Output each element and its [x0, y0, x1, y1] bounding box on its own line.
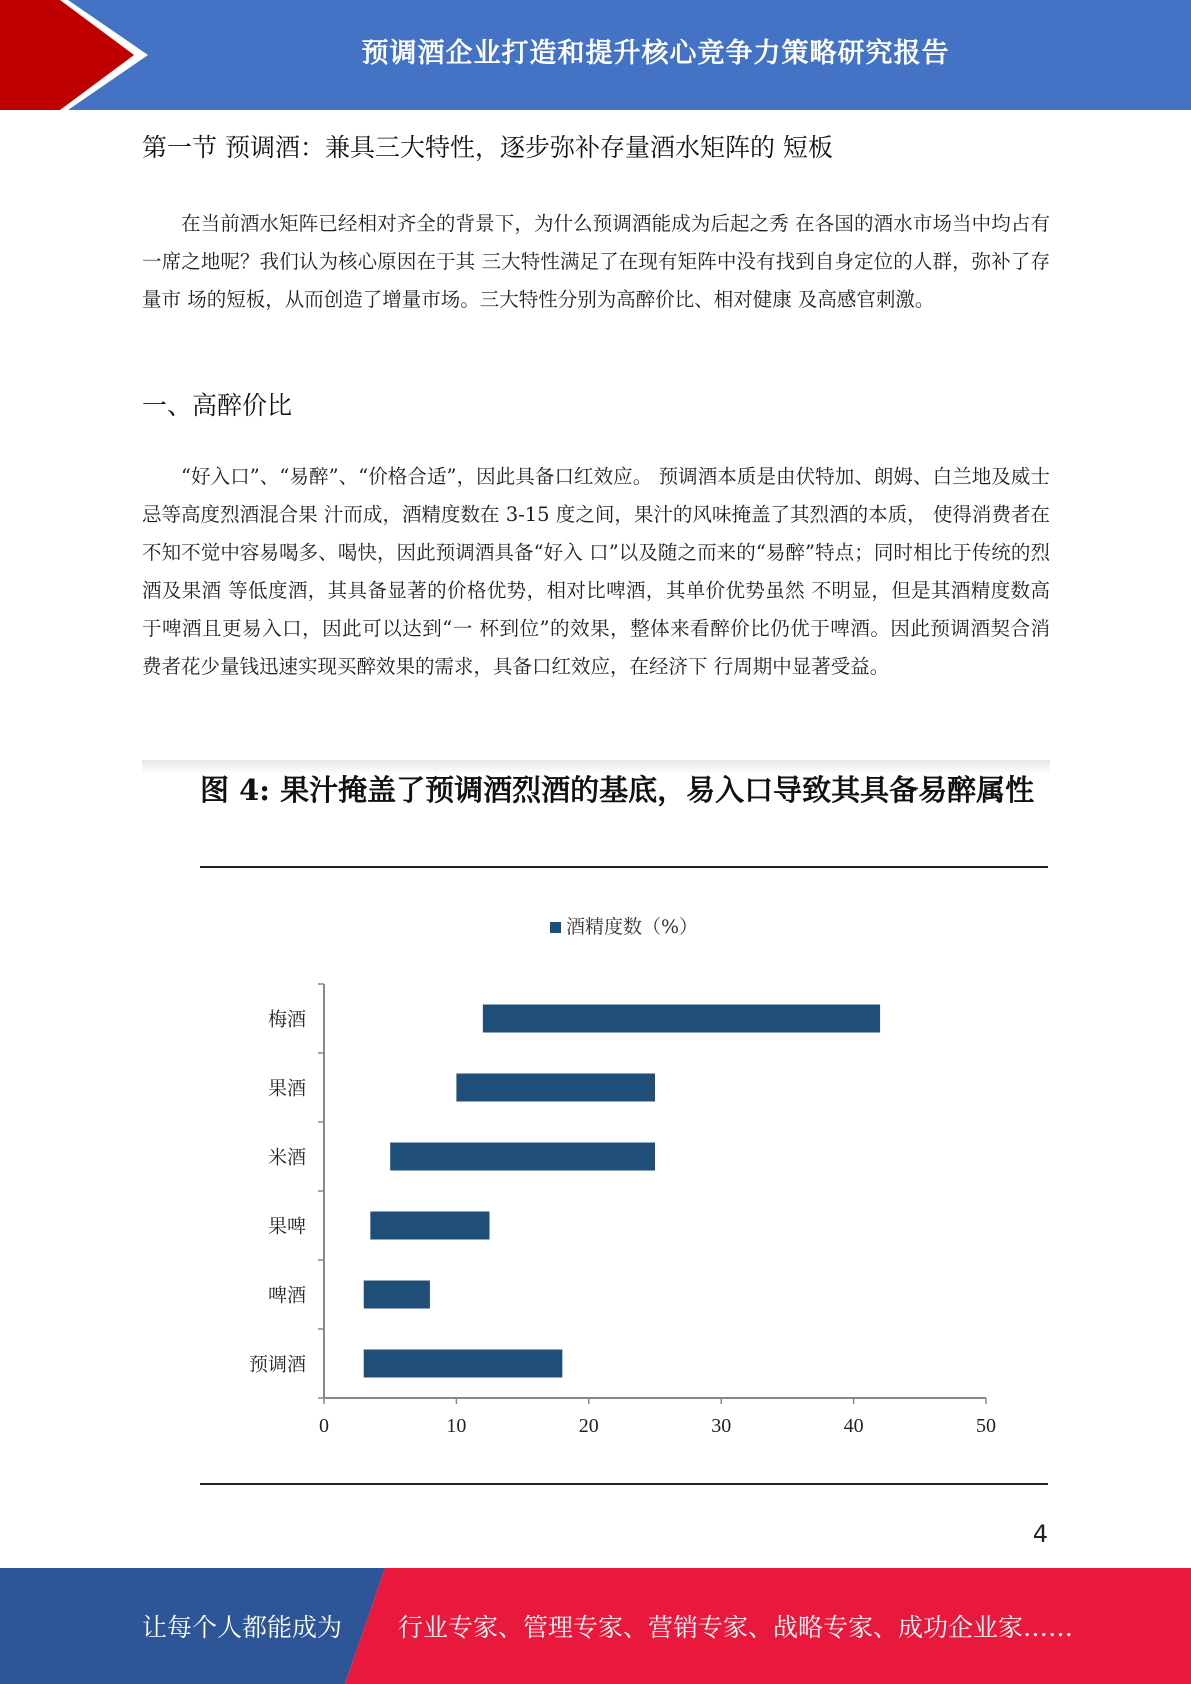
page-number: 4 [1032, 1520, 1048, 1548]
bar-1 [483, 1005, 880, 1033]
bar-5 [364, 1281, 430, 1309]
section-title: 第一节 预调酒：兼具三大特性，逐步弥补存量酒水矩阵的 短板 [142, 133, 833, 162]
figure-title: 图 4: 果汁掩盖了预调酒烈酒的基底，易入口导致其具备易醉属性 [200, 773, 1035, 807]
legend-swatch [550, 922, 561, 933]
footer-slogan-left: 让每个人都能成为 [142, 1613, 343, 1642]
category-label: 果酒 [267, 1077, 306, 1100]
x-tick-label: 20 [578, 1415, 599, 1437]
category-label: 梅酒 [267, 1008, 306, 1031]
x-tick-label: 50 [976, 1415, 996, 1437]
bar-3 [390, 1143, 655, 1171]
header-chevron-icon [0, 0, 160, 110]
header-band [0, 0, 1191, 110]
x-tick-label: 10 [446, 1415, 467, 1437]
chart-legend [550, 916, 698, 938]
subsection-title: 一、高醉价比 [142, 391, 293, 420]
alcohol-range-chart [200, 900, 1048, 1460]
category-label: 果啤 [267, 1215, 306, 1238]
bar-2 [456, 1074, 655, 1102]
footer-band [0, 1568, 1191, 1684]
intro-paragraph: 在当前酒水矩阵已经相对齐全的背景下，为什么预调酒能成为后起之秀 在各国的酒水市场当中均占有一席之地呢？我们认为核心原因在于其 三大特性满足了在现有矩阵中没有找到自身定位的人群，弥补了存量市 场的短板，从而创造了增量市场。三大特性分别为高醉价比、相对健康 及高感官刺激。 [142, 212, 1050, 311]
category-label: 预调酒 [248, 1353, 306, 1376]
footer-slogan-right: 行业专家、管理专家、营销专家、战略专家、成功企业家…… [398, 1613, 1074, 1642]
body-paragraph: “好入口”、“易醉”、“价格合适”，因此具备口红效应。 预调酒本质是由伏特加、朗姆、白兰地及威士忌等高度烈酒混合果 汁而成，酒精度数在 3-15 度之间，果汁的风味掩盖了其烈酒的本质， 使得消费者在不知不觉中容易喝多、喝快，因此预调酒具备“好入 口”以及随之而来的“易醉”特点；同时相比于传统的烈酒及果酒 等低度酒，其具备显著的价格优势，相对比啤酒，其单价优势虽然 不明显，但是其酒精度数高于啤酒且更易入口，因此可以达到“一 杯到位”的效果，整体来看醉价比仍优于啤酒。因此预调酒契合消 费者花少量钱迅速实现买醉效果的需求，具备口红效应，在经济下 行周期中显著受益。 [142, 465, 1050, 678]
category-label: 啤酒 [267, 1284, 306, 1307]
bar-4 [370, 1212, 489, 1240]
x-tick-label: 0 [319, 1415, 329, 1437]
bar-6 [364, 1350, 563, 1378]
x-tick-label: 30 [711, 1415, 732, 1437]
figure-top-rule [200, 866, 1048, 868]
category-label: 米酒 [267, 1146, 306, 1169]
figure-bottom-rule [200, 1483, 1048, 1485]
x-tick-label: 40 [843, 1415, 864, 1437]
legend-label: 酒精度数（%） [566, 916, 699, 938]
report-title: 预调酒企业打造和提升核心竞争力策略研究报告 [361, 37, 950, 69]
